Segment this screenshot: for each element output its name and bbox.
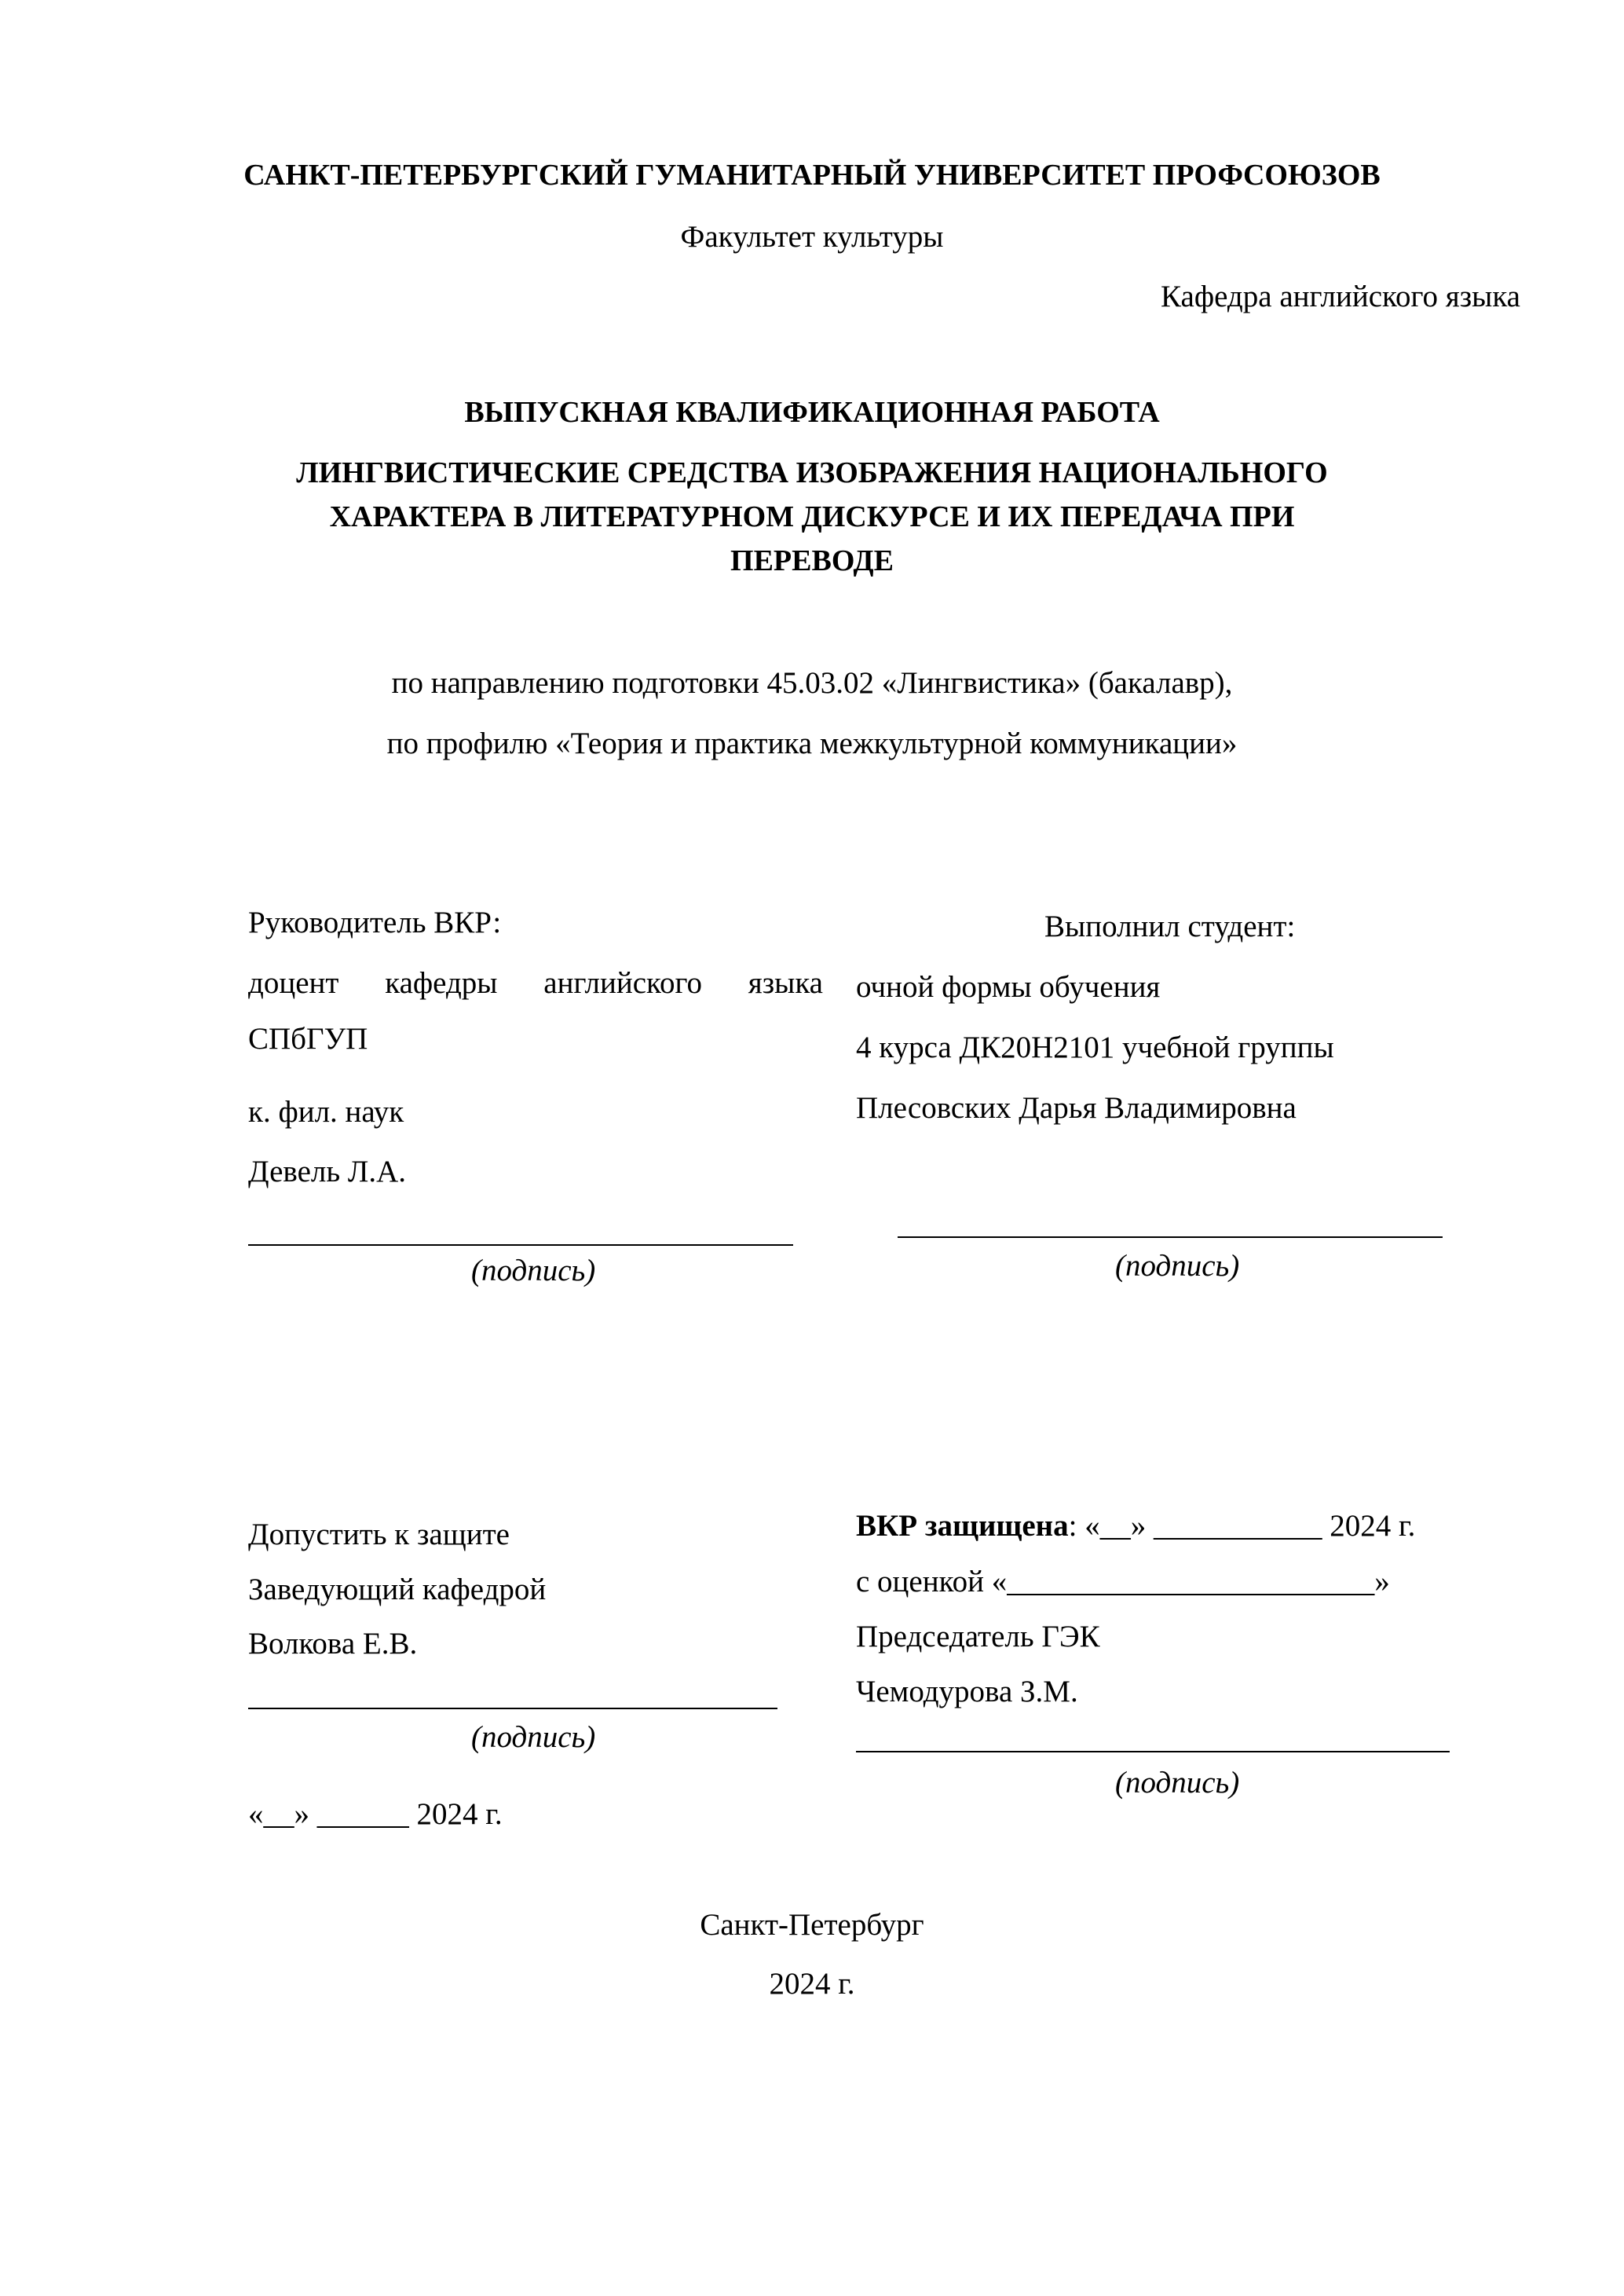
department-name: Кафедра английского языка <box>1161 280 1520 313</box>
university-name: САНКТ-ПЕТЕРБУРГСКИЙ ГУМАНИТАРНЫЙ УНИВЕРСИТЕТ ПРОФСОЮЗОВ <box>243 159 1381 192</box>
commission-chair-name: Чемодурова З.М. <box>856 1675 1078 1708</box>
city: Санкт-Петербург <box>700 1908 924 1942</box>
supervisor-degree: к. фил. наук <box>248 1095 404 1129</box>
defense-grade: с оценкой «________________________» <box>856 1565 1390 1598</box>
topic-line-3: ПЕРЕВОДЕ <box>730 544 894 577</box>
supervisor-name: Девель Л.А. <box>248 1155 406 1188</box>
commission-chair-signature-caption: (подпись) <box>1115 1766 1240 1800</box>
department-head-name: Волкова Е.В. <box>248 1627 418 1661</box>
commission-chair-label: Председатель ГЭК <box>856 1620 1100 1653</box>
student-label: Выполнил студент: <box>1044 910 1296 943</box>
student-name: Плесовских Дарья Владимировна <box>856 1091 1297 1125</box>
department-head-signature-line <box>248 1708 777 1709</box>
commission-chair-signature-line <box>856 1751 1450 1752</box>
admission-date: «__» ______ 2024 г. <box>248 1797 503 1831</box>
admission-label: Допустить к защите <box>248 1518 510 1551</box>
position-word: доцент <box>248 966 339 1000</box>
student-study-form: очной формы обучения <box>856 970 1161 1004</box>
faculty-name: Факультет культуры <box>680 220 944 254</box>
supervisor-signature-line <box>248 1244 793 1246</box>
position-word: кафедры <box>385 966 498 1000</box>
direction-line: по направлению подготовки 45.03.02 «Лингвистика» (бакалавр), <box>391 666 1233 700</box>
supervisor-position <box>248 968 823 998</box>
position-word: английского <box>543 966 702 1000</box>
topic-line-2: ХАРАКТЕРА В ЛИТЕРАТУРНОМ ДИСКУРСЕ И ИХ ПЕРЕДАЧА ПРИ <box>329 500 1295 533</box>
supervisor-signature-caption: (подпись) <box>471 1254 596 1287</box>
work-type-title: ВЫПУСКНАЯ КВАЛИФИКАЦИОННАЯ РАБОТА <box>464 396 1160 429</box>
student-signature-caption: (подпись) <box>1115 1249 1240 1283</box>
profile-line: по профилю «Теория и практика межкультурной коммуникации» <box>386 727 1238 760</box>
position-word: языка <box>748 966 823 1000</box>
supervisor-label: Руководитель ВКР: <box>248 906 502 939</box>
defense-date: : «__» ___________ 2024 г. <box>1068 1509 1416 1543</box>
student-signature-line <box>898 1236 1443 1238</box>
department-head-label: Заведующий кафедрой <box>248 1573 547 1606</box>
defense-label: ВКР защищена <box>856 1509 1069 1543</box>
defense-date-line <box>856 1511 1415 1541</box>
year: 2024 г. <box>769 1967 855 2001</box>
topic-line-1: ЛИНГВИСТИЧЕСКИЕ СРЕДСТВА ИЗОБРАЖЕНИЯ НАЦИОНАЛЬНОГО <box>296 456 1328 489</box>
student-group: 4 курса ДК20Н2101 учебной группы <box>856 1031 1334 1064</box>
supervisor-organization: СПбГУП <box>248 1022 368 1056</box>
department-head-signature-caption: (подпись) <box>471 1720 596 1754</box>
